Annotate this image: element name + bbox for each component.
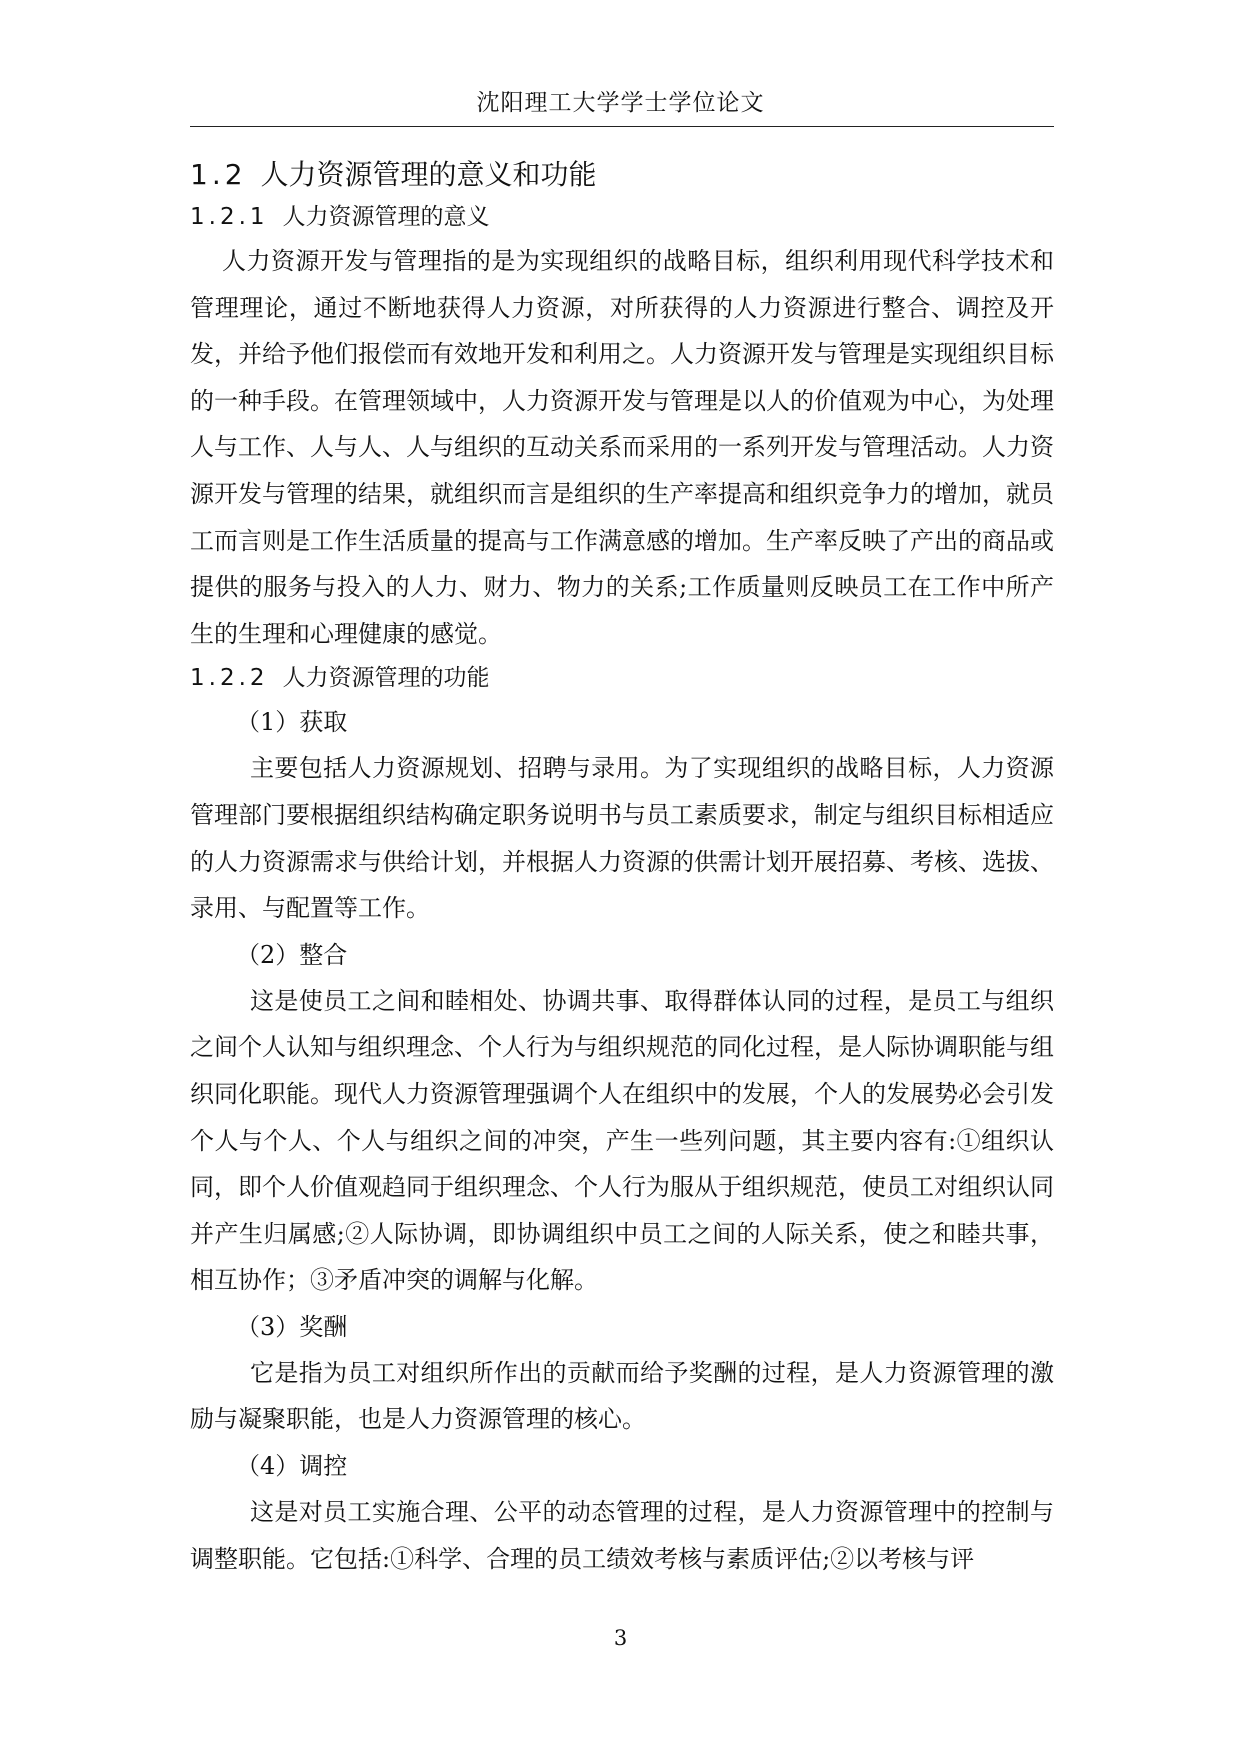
header-rule xyxy=(190,126,1054,127)
subsection-title: 人力资源管理的意义 xyxy=(282,204,490,230)
page-number: 3 xyxy=(613,1626,628,1650)
subsection-heading-meaning xyxy=(190,196,1054,238)
item-label-control: （4）调控 xyxy=(236,1452,348,1481)
paragraph-meaning: 人力资源开发与管理指的是为实现组织的战略目标，组织利用现代科学技术和管理理论，通过不断地获得人力资源，对所获得的人力资源进行整合、调控及开发，并给予他们报偿而有效地开发和利用之。人力资源开发与管理是实现组织目标的一种手段。在管理领域中，人力资源开发与管理是以人的价值观为中心，为处理人与工作、人与人、人与组织的互动关系而采用的一系列开发与管理活动。人力资源开发与管理的结果，就组织而言是组织的生产率提高和组织竞争力的增加，就员工而言则是工作生活质量的提高与工作满意感的增加。生产率反映了产出的商品或提供的服务与投入的人力、财力、物力的关系;工作质量则反映员工在工作中所产生的生理和心理健康的感觉。 xyxy=(190,247,1054,648)
item-label-integrate: （2）整合 xyxy=(236,940,348,969)
paragraph-acquire: 主要包括人力资源规划、招聘与录用。为了实现组织的战略目标，人力资源管理部门要根据组织结构确定职务说明书与员工素质要求，制定与组织目标相适应的人力资源需求与供给计划，并根据人力资源的供需计划开展招募、考核、选拔、录用、与配置等工作。 xyxy=(190,754,1054,923)
subsection-title: 人力资源管理的功能 xyxy=(282,665,490,692)
paragraph-integrate: 这是使员工之间和睦相处、协调共事、取得群体认同的过程，是员工与组织之间个人认知与组织理念、个人行为与组织规范的同化过程，是人际协调职能与组织同化职能。现代人力资源管理强调个人在组织中的发展，个人的发展势必会引发个人与个人、个人与组织之间的冲突，产生一些列问题，其主要内容有:①组织认同，即个人价值观趋同于组织理念、个人行为服从于组织规范，使员工对组织认同并产生归属感;②人际协调，即协调组织中员工之间的人际关系，使之和睦共事，相互协作；③矛盾冲突的调解与化解。 xyxy=(190,986,1054,1295)
section-heading xyxy=(190,154,1054,196)
item-label-reward: （3）奖酬 xyxy=(236,1312,348,1341)
subsection-number: 1.2.2 xyxy=(190,665,269,692)
paragraph-reward: 它是指为员工对组织所作出的贡献而给予奖酬的过程，是人力资源管理的激励与凝聚职能，也是人力资源管理的核心。 xyxy=(190,1358,1054,1434)
page-content xyxy=(190,154,1054,1582)
paragraph-control: 这是对员工实施合理、公平的动态管理的过程，是人力资源管理中的控制与调整职能。它包括:①科学、合理的员工绩效考核与素质评估;②以考核与评 xyxy=(190,1498,1054,1573)
subsection-number: 1.2.1 xyxy=(190,204,269,230)
section-title: 人力资源管理的意义和功能 xyxy=(260,158,597,191)
subsection-heading-functions xyxy=(190,657,1054,699)
section-number: 1.2 xyxy=(190,158,247,191)
running-header: 沈阳理工大学学士学位论文 xyxy=(476,90,765,116)
item-label-acquire: （1）获取 xyxy=(236,708,348,737)
